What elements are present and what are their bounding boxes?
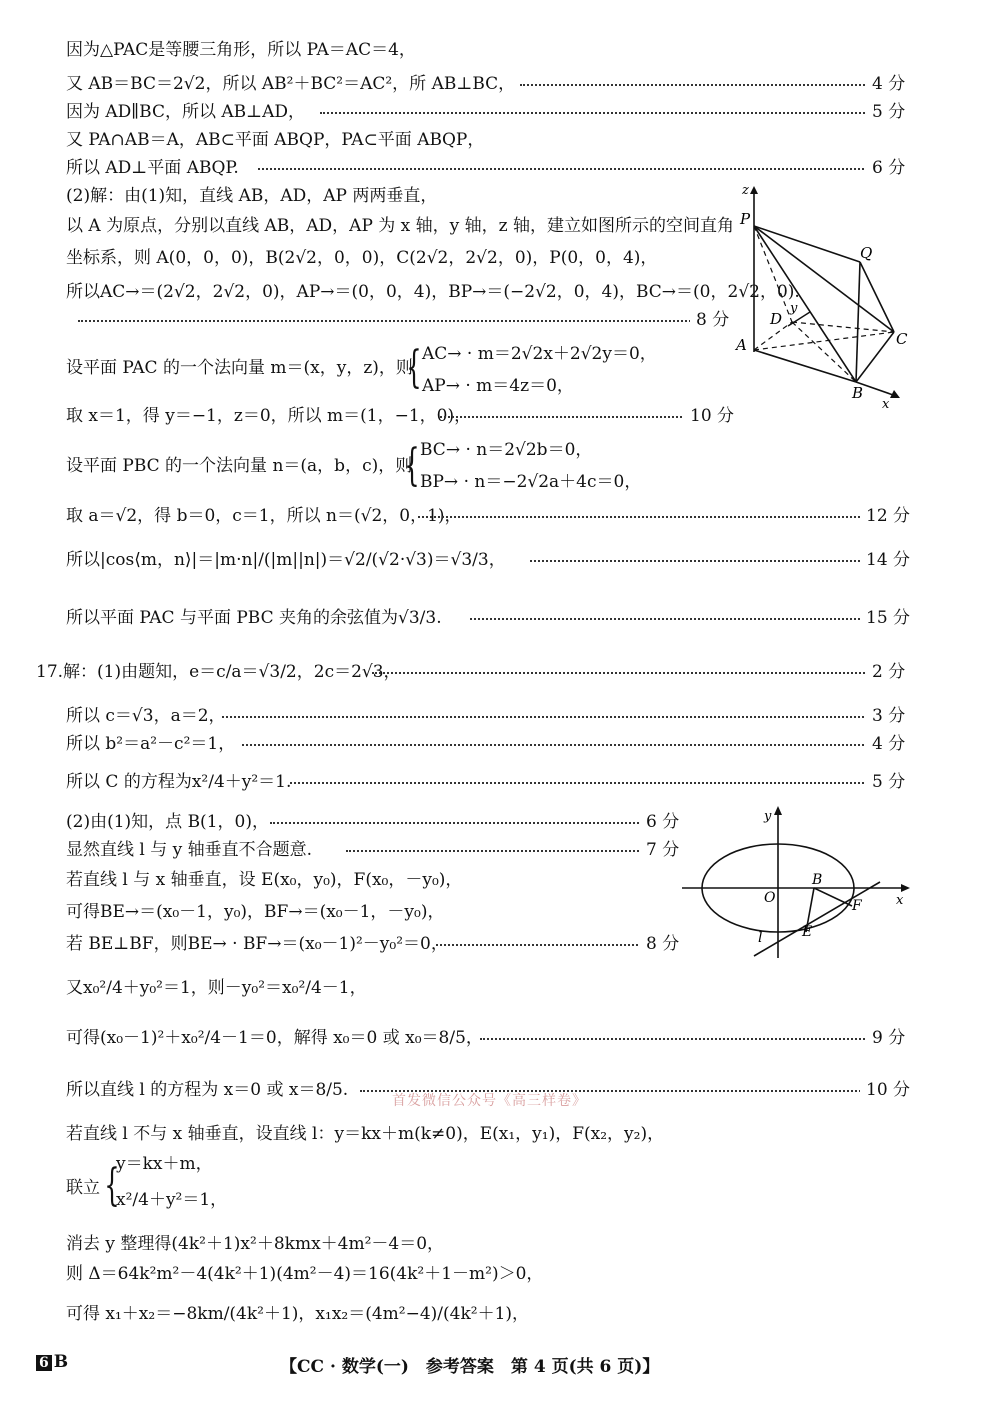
score-leader bbox=[418, 504, 900, 528]
line-label-l: l bbox=[758, 930, 763, 946]
score-leader bbox=[480, 1026, 900, 1050]
score-leader bbox=[436, 932, 670, 956]
score-mark: 8 分 bbox=[640, 932, 679, 956]
point-label-a: A bbox=[736, 336, 747, 354]
text-line: 若直线 l 不与 x 轴垂直，设直线 l：y＝kx＋m(k≠0)，E(x₁，y₁)，F(x₂，y₂)， bbox=[66, 1124, 665, 1144]
axis-label-x: x bbox=[896, 893, 904, 908]
left-brace: { bbox=[406, 342, 422, 393]
text-line: 若 BE⊥BF，则BE→ · BF→＝(x₀－1)²－y₀²＝0， bbox=[66, 934, 448, 954]
left-brace: { bbox=[404, 440, 420, 491]
score-leader bbox=[242, 732, 900, 756]
text-line: 坐标系，则 A(0，0，0)，B(2√2，0，0)，C(2√2，2√2，0)，P(0，0，4)， bbox=[66, 248, 658, 268]
score-mark: 9 分 bbox=[866, 1026, 905, 1050]
score-mark: 15 分 bbox=[860, 606, 910, 630]
text-line: (2)解：由(1)知，直线 AB，AD，AP 两两垂直， bbox=[66, 186, 438, 206]
text-line: 可得BE→＝(x₀－1，y₀)，BF→＝(x₀－1，－y₀)， bbox=[66, 902, 445, 922]
text-line: 所以 c＝√3，a＝2， bbox=[66, 706, 226, 726]
score-leader bbox=[270, 810, 670, 834]
equation-line: BP→ · n＝−2√2a＋4c＝0， bbox=[420, 472, 642, 492]
page-badge: 6 bbox=[36, 1355, 52, 1371]
score-mark: 7 分 bbox=[640, 838, 679, 862]
point-label-b: B bbox=[852, 384, 864, 402]
text-line: 若直线 l 与 x 轴垂直，设 E(x₀，y₀)，F(x₀，－y₀)， bbox=[66, 870, 463, 890]
text-line: (2)由(1)知，点 B(1，0)， bbox=[66, 812, 269, 832]
page-code bbox=[36, 1352, 68, 1372]
score-mark: 4 分 bbox=[866, 732, 905, 756]
text-line: 取 a＝√2，得 b＝0，c＝1，所以 n＝(√2，0，1)， bbox=[66, 506, 462, 526]
text-line: 以 A 为原点，分别以直线 AB，AD，AP 为 x 轴，y 轴，z 轴，建立如图所示的空间直角 bbox=[66, 216, 735, 236]
axis-label-y: y bbox=[764, 809, 772, 824]
text-line: 则 Δ＝64k²m²－4(4k²＋1)(4m²－4)＝16(4k²＋1－m²)＞0， bbox=[66, 1264, 544, 1284]
point-label-b: B bbox=[812, 872, 823, 888]
axis-label-z: z bbox=[742, 183, 749, 198]
score-leader bbox=[346, 838, 670, 862]
score-leader bbox=[520, 72, 900, 96]
ellipse-figure bbox=[682, 806, 912, 966]
axis-label-x: x bbox=[882, 397, 890, 412]
text-line: 联立 bbox=[66, 1178, 100, 1198]
text-line: 所以 b²＝a²－c²＝1， bbox=[66, 734, 236, 754]
score-mark: 5 分 bbox=[866, 100, 905, 124]
score-mark: 8 分 bbox=[690, 308, 729, 332]
score-mark: 5 分 bbox=[866, 770, 905, 794]
score-leader bbox=[470, 606, 900, 630]
score-mark: 10 分 bbox=[684, 404, 734, 428]
equation-line: x²/4＋y²＝1， bbox=[116, 1190, 228, 1210]
text-line: 所以平面 PAC 与平面 PBC 夹角的余弦值为√3/3. bbox=[66, 608, 442, 628]
equation-line: AP→ · m＝4z＝0， bbox=[422, 376, 574, 396]
text-line: 所以 C 的方程为x²/4＋y²＝1. bbox=[66, 772, 292, 792]
score-mark: 6 分 bbox=[640, 810, 679, 834]
text-line bbox=[66, 454, 412, 478]
text-line: 因为△PAC是等腰三角形，所以 PA＝AC＝4， bbox=[66, 40, 416, 60]
pyramid-figure bbox=[728, 182, 918, 412]
score-leader bbox=[530, 548, 900, 572]
text-line bbox=[66, 356, 413, 380]
equation-line: y＝kx＋m， bbox=[116, 1154, 213, 1174]
score-leader bbox=[258, 156, 900, 180]
equation-intro: 设平面 PAC 的一个法向量 m＝(x，y，z)，则 bbox=[66, 358, 413, 378]
score-mark: 3 分 bbox=[866, 704, 905, 728]
score-mark: 4 分 bbox=[866, 72, 905, 96]
text-line: 所以AC→＝(2√2，2√2，0)，AP→＝(0，0，4)，BP→＝(−2√2，0，4)，BC→＝(0，2√2，0). bbox=[66, 282, 800, 302]
point-label-e: E bbox=[802, 924, 813, 940]
score-mark: 6 分 bbox=[866, 156, 905, 180]
score-mark: 12 分 bbox=[860, 504, 910, 528]
origin-label: O bbox=[764, 890, 776, 906]
text-line: 又 AB＝BC＝2√2，所以 AB²＋BC²＝AC²，所 AB⊥BC， bbox=[66, 74, 516, 94]
watermark: 首发微信公众号《高三样卷》 bbox=[392, 1093, 587, 1109]
text-line: 显然直线 l 与 y 轴垂直不合题意. bbox=[66, 840, 313, 860]
page-footer-title: 【CC · 数学(一) 参考答案 第 4 页(共 6 页)】 bbox=[280, 1357, 660, 1377]
text-line: 所以 AD⊥平面 ABQP. bbox=[66, 158, 239, 178]
text-line: 因为 AD∥BC，所以 AB⊥AD， bbox=[66, 102, 306, 122]
score-mark: 10 分 bbox=[860, 1078, 910, 1102]
equation-line: AC→ · m＝2√2x＋2√2y＝0， bbox=[422, 344, 657, 364]
score-leader bbox=[372, 660, 900, 684]
text-line: 可得 x₁＋x₂＝−8km/(4k²＋1)，x₁x₂＝(4m²−4)/(4k²＋1)， bbox=[66, 1304, 530, 1324]
text-line: 消去 y 整理得(4k²＋1)x²＋8kmx＋4m²－4＝0， bbox=[66, 1234, 445, 1254]
text-line: 所以直线 l 的方程为 x＝0 或 x＝8/5. bbox=[66, 1080, 349, 1100]
left-brace: { bbox=[104, 1160, 120, 1211]
score-leader bbox=[78, 308, 694, 332]
text-line: 可得(x₀－1)²＋x₀²/4－1＝0，解得 x₀＝0 或 x₀＝8/5， bbox=[66, 1028, 483, 1048]
point-label-f: F bbox=[852, 898, 862, 914]
page-code-letter: B bbox=[53, 1352, 69, 1372]
score-leader bbox=[222, 704, 900, 728]
text-line: 17.解：(1)由题知，e＝c/a＝√3/2，2c＝2√3， bbox=[36, 662, 401, 682]
score-leader bbox=[290, 770, 900, 794]
text-line: 取 x＝1，得 y＝−1，z＝0，所以 m＝(1，−1，0)， bbox=[66, 406, 472, 426]
text-line: 所以|cos⟨m，n⟩|＝|m·n|/(|m||n|)＝√2/(√2·√3)＝√3/3， bbox=[66, 550, 506, 570]
point-label-d: D bbox=[770, 310, 783, 328]
score-leader bbox=[440, 404, 690, 428]
axis-label-y: y bbox=[790, 301, 798, 316]
text-line: 又x₀²/4＋y₀²＝1，则－y₀²＝x₀²/4－1， bbox=[66, 978, 367, 998]
score-mark: 2 分 bbox=[866, 660, 905, 684]
point-label-p: P bbox=[740, 210, 751, 228]
text-line: 又 PA∩AB＝A，AB⊂平面 ABQP，PA⊂平面 ABQP， bbox=[66, 130, 485, 150]
score-mark: 14 分 bbox=[860, 548, 910, 572]
equation-line: BC→ · n＝2√2b＝0， bbox=[420, 440, 593, 460]
point-label-c: C bbox=[896, 330, 908, 348]
equation-intro: 设平面 PBC 的一个法向量 n＝(a，b，c)，则 bbox=[66, 456, 413, 476]
point-label-q: Q bbox=[860, 244, 873, 262]
score-leader bbox=[320, 100, 900, 124]
